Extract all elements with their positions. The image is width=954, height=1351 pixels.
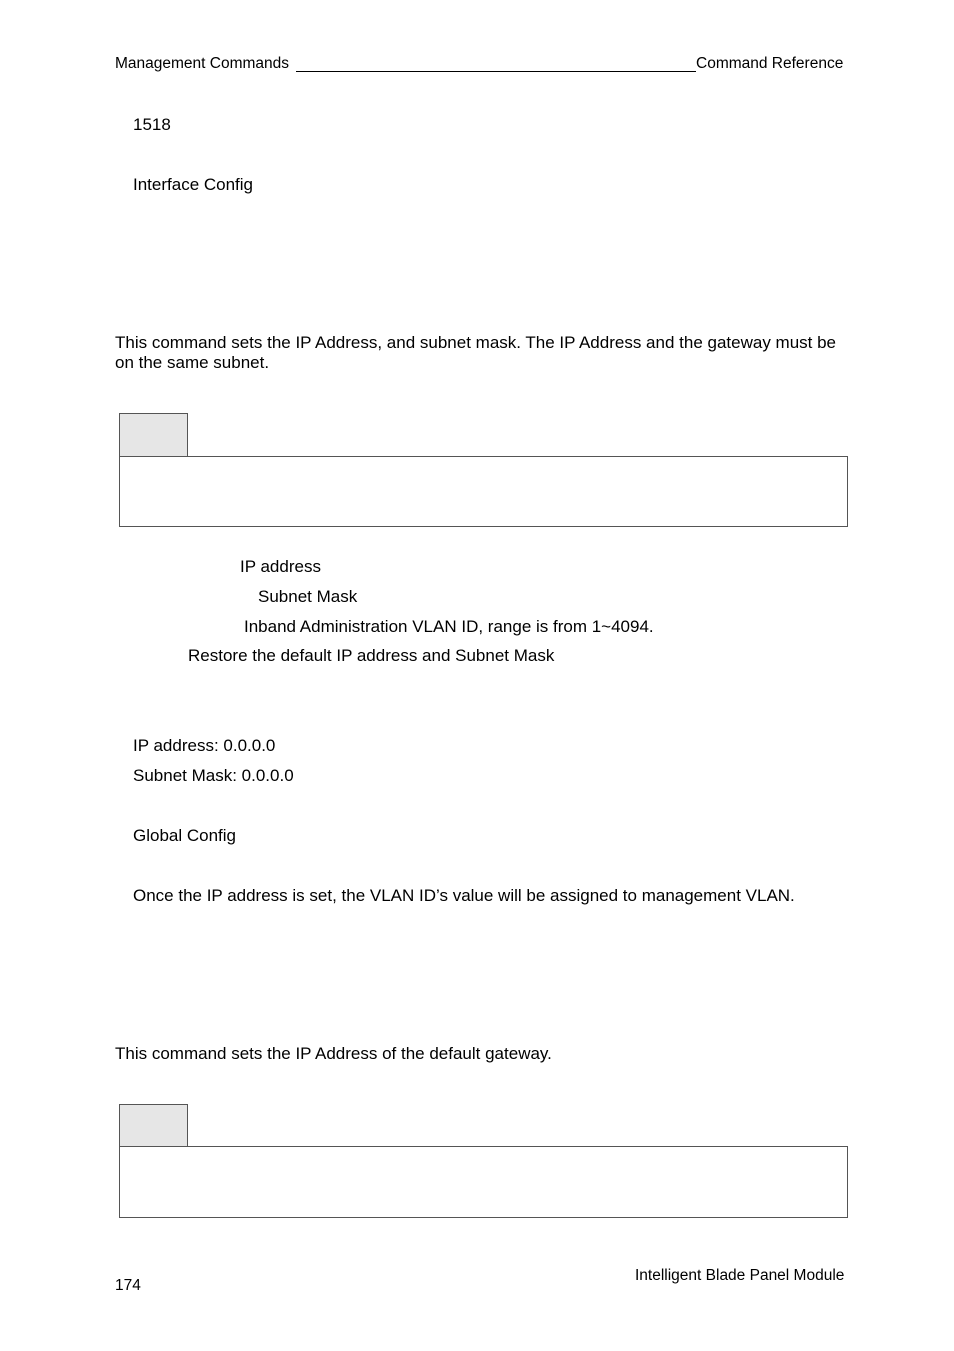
param-no-form: Restore the default IP address and Subnet Mask bbox=[188, 646, 555, 665]
command-description: This command sets the IP Address, and subnet mask. The IP Address and the gateway must be on the same subnet. bbox=[115, 333, 837, 372]
param-ip-address: IP address bbox=[240, 557, 321, 576]
footer-product: Intelligent Blade Panel Module bbox=[635, 1267, 845, 1284]
page-number: 174 bbox=[115, 1277, 141, 1294]
param-subnet-mask: Subnet Mask bbox=[258, 587, 358, 606]
param-vlan-id: Inband Administration VLAN ID, range is from 1~4094. bbox=[244, 617, 654, 636]
format-tab bbox=[119, 1104, 188, 1147]
format-tab bbox=[119, 413, 188, 457]
header-right: Command Reference bbox=[696, 55, 844, 72]
default-ip: IP address: 0.0.0.0 bbox=[133, 736, 276, 755]
usage-note: Once the IP address is set, the VLAN ID’s value will be assigned to management VLAN. bbox=[133, 886, 795, 905]
command-mode: Global Config bbox=[133, 826, 237, 845]
command-mode: Interface Config bbox=[133, 175, 254, 194]
default-value: 1518 bbox=[133, 115, 171, 134]
header-left: Management Commands bbox=[115, 55, 290, 72]
header-rule bbox=[296, 71, 696, 72]
format-box bbox=[119, 1146, 848, 1218]
default-subnet: Subnet Mask: 0.0.0.0 bbox=[133, 766, 294, 785]
format-box bbox=[119, 456, 848, 527]
command-description: This command sets the IP Address of the default gateway. bbox=[115, 1044, 552, 1063]
